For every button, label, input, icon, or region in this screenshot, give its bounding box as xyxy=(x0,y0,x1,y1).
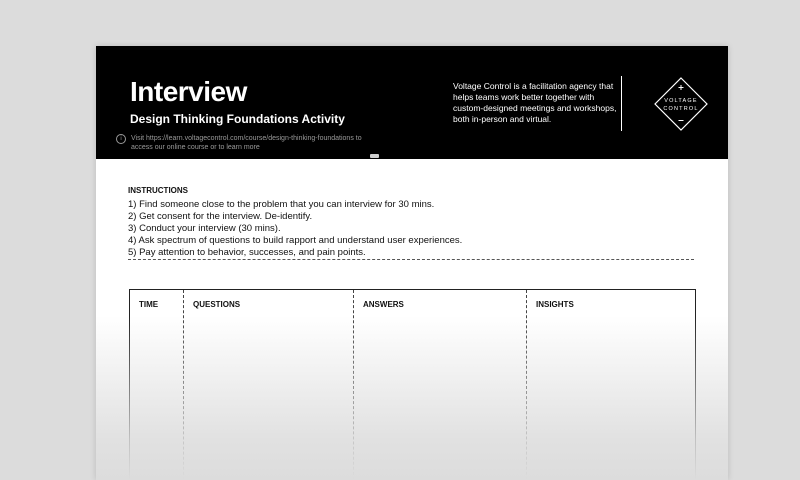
page-subtitle: Design Thinking Foundations Activity xyxy=(130,112,345,126)
course-info xyxy=(116,134,376,152)
interview-table xyxy=(129,289,696,480)
time-column[interactable] xyxy=(130,290,184,480)
answers-column[interactable] xyxy=(354,290,527,480)
column-header-answers: ANSWERS xyxy=(363,300,404,309)
instruction-item: 2) Get consent for the interview. De-identify. xyxy=(128,211,313,222)
instruction-item: 1) Find someone close to the problem that you can interview for 30 mins. xyxy=(128,199,435,210)
resize-handle[interactable] xyxy=(370,154,379,158)
worksheet-page xyxy=(96,46,728,480)
instruction-item: 5) Pay attention to behavior, successes, and pain points. xyxy=(128,247,366,258)
header-banner xyxy=(96,46,728,159)
agency-description: Voltage Control is a facilitation agency that helps teams work better together with custom-designed meetings and workshops, both in-person and virtual. xyxy=(453,81,617,124)
voltage-control-logo xyxy=(653,76,709,132)
section-divider xyxy=(128,259,694,260)
course-info-text: Visit https://learn.voltagecontrol.com/course/design-thinking-foundations to access our online course or to learn more xyxy=(131,135,362,151)
info-icon: i xyxy=(116,134,126,144)
column-header-insights: INSIGHTS xyxy=(536,300,574,309)
logo-word-voltage: VOLTAGE xyxy=(664,98,698,104)
instruction-item: 3) Conduct your interview (30 mins). xyxy=(128,223,281,234)
instructions-section xyxy=(128,186,694,259)
header-divider xyxy=(621,76,622,131)
column-header-time: TIME xyxy=(139,300,159,309)
insights-column[interactable] xyxy=(527,290,695,480)
questions-column[interactable] xyxy=(184,290,354,480)
page-title: Interview xyxy=(130,76,247,107)
instruction-item: 4) Ask spectrum of questions to build rapport and understand user experiences. xyxy=(128,235,463,246)
instructions-heading: INSTRUCTIONS xyxy=(128,186,188,195)
column-header-questions: QUESTIONS xyxy=(193,300,241,309)
logo-word-control: CONTROL xyxy=(663,106,699,112)
